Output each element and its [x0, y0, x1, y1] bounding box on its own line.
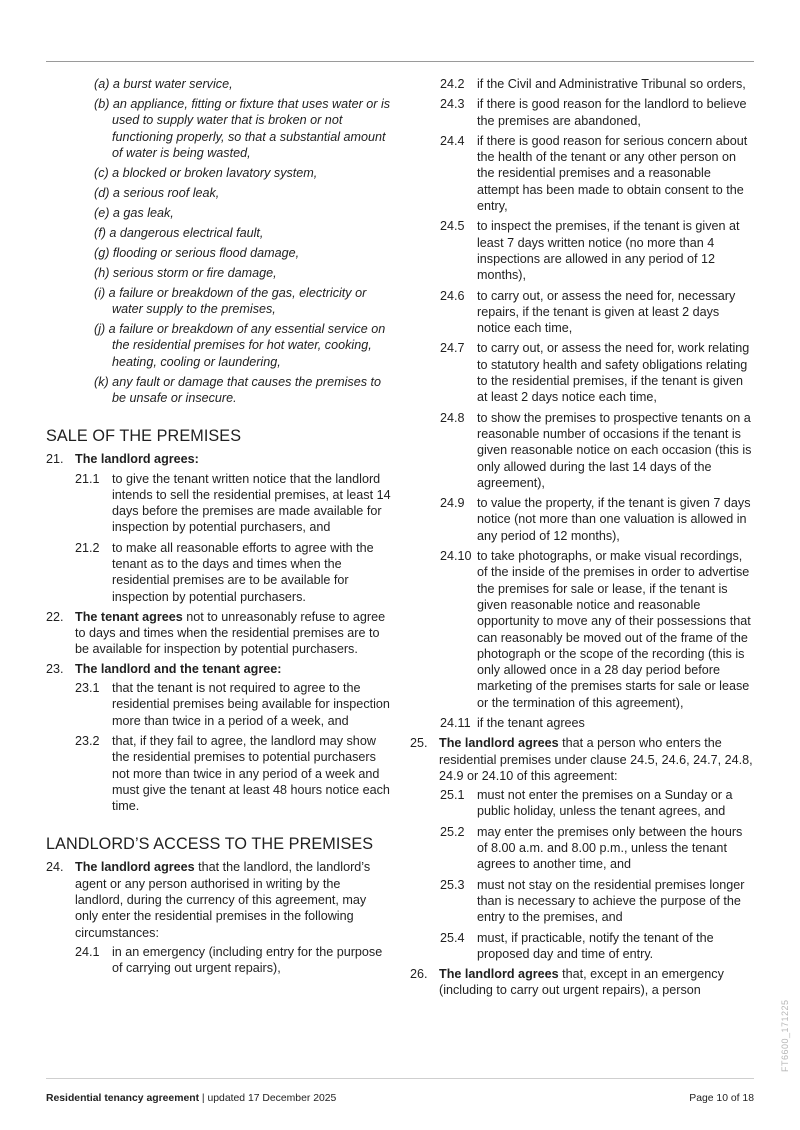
clause-number: 24.9 — [440, 496, 465, 511]
clause-number: 23.2 — [75, 733, 100, 748]
clause-24-3 — [440, 96, 756, 129]
clause-26 — [410, 966, 756, 999]
clause-lead: The landlord and the tenant agree: — [75, 661, 282, 676]
footer-updated: | updated 17 December 2025 — [199, 1093, 337, 1104]
clause-lead: The tenant agrees — [75, 609, 183, 624]
clause-number: 26. — [410, 967, 428, 982]
clause-text: in an emergency (including entry for the purpose of carrying out urgent repairs), — [112, 944, 383, 976]
list-item: (c) a blocked or broken lavatory system, — [94, 165, 318, 180]
clause-number: 21. — [46, 452, 64, 467]
clause-22 — [46, 609, 392, 658]
clause-text: may enter the premises only between the hours of 8.00 a.m. and 8.00 p.m., unless the tenant agrees to another time, and — [477, 824, 743, 872]
clause-text: not to unreasonably refuse to agree to days and times when the residential premises are to be available for inspection by potential purchasers. — [75, 609, 386, 657]
clause-number: 24.4 — [440, 133, 465, 148]
clause-24-11 — [440, 715, 756, 731]
clause-lead: The landlord agrees — [439, 967, 559, 982]
clause-25-1 — [440, 787, 756, 820]
clause-text: that the landlord, the landlord’s agent or any person authorised in writing by the landlord, during the currency of this agreement, may only enter the residential premises in the following circumstances: — [75, 860, 371, 940]
clause-number: 24. — [46, 860, 64, 875]
clause-text: to give the tenant written notice that the landlord intends to sell the residential premises, at least 14 days before the premises are made available for inspection by potential purchasers, and — [112, 471, 391, 535]
clause-lead: The landlord agrees: — [75, 452, 199, 467]
clause-text: to value the property, if the tenant is given 7 days notice (not more than one valuation is allowed in any period of 12 months), — [477, 496, 751, 543]
clause-text: if the Civil and Administrative Tribunal so orders, — [477, 77, 746, 91]
list-item: (a) a burst water service, — [94, 77, 233, 91]
clause-number: 23.1 — [75, 681, 100, 696]
clause-lead: The landlord agrees — [75, 860, 195, 875]
clause-text: that the tenant is not required to agree to the residential premises being available for inspection more than twice in a period of a week, and — [112, 681, 390, 728]
clause-21 — [46, 451, 392, 467]
clause-number: 24.3 — [440, 97, 465, 112]
list-item: (i) a failure or breakdown of the gas, electricity or water supply to the premises, — [94, 285, 367, 317]
footer-page-number: Page 10 of 18 — [689, 1093, 754, 1104]
clause-number: 25. — [410, 736, 428, 751]
clause-24-5 — [440, 218, 756, 283]
clause-text: must, if practicable, notify the tenant of the proposed day and time of entry. — [477, 930, 714, 961]
list-item: (g) flooding or serious flood damage, — [94, 245, 300, 260]
list-item: (h) serious storm or fire damage, — [94, 265, 277, 280]
clause-23-2 — [75, 733, 392, 814]
footer-rule — [46, 1078, 754, 1079]
clause-24-10 — [440, 548, 756, 711]
top-rule — [46, 61, 754, 62]
clause-25 — [410, 735, 756, 784]
clause-21-1 — [75, 471, 392, 536]
clause-23 — [46, 661, 392, 677]
clause-number: 24.5 — [440, 219, 465, 234]
clause-number: 24.11 — [440, 715, 471, 730]
clause-number: 24.1 — [75, 944, 100, 959]
clause-text: to inspect the premises, if the tenant is given at least 7 days written notice (no more than 4 inspections are allowed in any period of 12 months), — [477, 219, 740, 283]
footer-title: Residential tenancy agreement — [46, 1093, 200, 1104]
emergency-list — [46, 76, 392, 406]
clause-text: if the tenant agrees — [477, 715, 585, 730]
clause-25-3 — [440, 877, 756, 926]
list-item: (k) any fault or damage that causes the premises to be unsafe or insecure. — [94, 374, 381, 405]
clause-number: 24.2 — [440, 77, 465, 91]
clause-25-2 — [440, 824, 756, 873]
clause-25-4 — [440, 930, 756, 963]
clause-24 — [46, 859, 392, 940]
clause-number: 24.6 — [440, 288, 465, 303]
clause-23-1 — [75, 680, 392, 729]
clause-number: 24.8 — [440, 410, 465, 425]
footer-document-title — [46, 1092, 336, 1106]
clause-text: that, if they fail to agree, the landlord may show the residential premises to potential purchasers not more than twice in any period of a week and must give the tenant at least 48 hours notice each time. — [112, 733, 390, 814]
clause-text: that a person who enters the residential premises under clause 24.5, 24.6, 24.7, 24.8, 24.9 or 24.10 of this agreement: — [439, 736, 753, 783]
clause-text: must not enter the premises on a Sunday or a public holiday, unless the tenant agrees, and — [477, 788, 733, 819]
list-item: (f) a dangerous electrical fault, — [94, 225, 264, 240]
clause-text: that, except in an emergency (including to carry out urgent repairs), a person — [439, 967, 724, 998]
clause-number: 25.2 — [440, 824, 465, 839]
clause-text: to take photographs, or make visual recordings, of the inside of the premises in order to advertise the premises for sale or lease, if the tenant is given reasonable notice and reasonable opportunity to move any of their possessions that can reasonably be moved out of the frame of the photograph or the scope of the recording (this is only allowed once in a 28 day period before marketing of the premises starts for sale or lease or the termination of this agreement), — [477, 549, 751, 710]
clause-number: 25.4 — [440, 930, 465, 945]
clause-24-2 — [440, 76, 756, 92]
clause-number: 22. — [46, 609, 64, 624]
clause-text: to make all reasonable efforts to agree with the tenant as to the days and times when the residential premises are to be available for inspection by potential purchasers. — [112, 540, 374, 604]
left-column — [46, 76, 392, 981]
clause-text: to carry out, or assess the need for, work relating to statutory health and safety obligations relating to the residential premises, if the tenant is given at least 2 days notice each time, — [477, 341, 750, 405]
clause-21-2 — [75, 540, 392, 605]
clause-number: 21.2 — [75, 540, 100, 555]
clause-text: to carry out, or assess the need for, necessary repairs, if the tenant is given at least 2 days notice each time, — [477, 288, 736, 336]
clause-number: 24.7 — [440, 341, 465, 356]
clause-number: 25.1 — [440, 788, 465, 803]
clause-24-7 — [440, 340, 756, 405]
clause-24-9 — [440, 495, 756, 544]
right-column — [410, 76, 756, 1002]
clause-number: 24.10 — [440, 549, 472, 564]
clause-number: 25.3 — [440, 877, 465, 892]
list-item: (d) a serious roof leak, — [94, 185, 220, 200]
clause-text: must not stay on the residential premises longer than is necessary to achieve the purpose of the entry to the premises, and — [477, 877, 745, 925]
clause-24-4 — [440, 133, 756, 214]
list-item: (e) a gas leak, — [94, 205, 174, 220]
list-item: (b) an appliance, fitting or fixture that uses water or is used to supply water that is broken or not functioning properly, so that a substantial amount of water is being wasted, — [94, 96, 391, 160]
clause-24-1 — [75, 944, 392, 977]
list-item: (j) a failure or breakdown of any essential service on the residential premises for hot water, cooking, heating, cooling or laundering, — [94, 322, 386, 369]
clause-24-8 — [440, 410, 756, 491]
clause-text: to show the premises to prospective tenants on a reasonable number of occasions if the tenant is given reasonable notice on each occasion (this is only allowed during the last 14 days of the agreement), — [477, 410, 752, 490]
section-heading-access: LANDLORD’S ACCESS TO THE PREMISES — [46, 835, 374, 854]
document-code: FT6600_171225 — [780, 999, 790, 1072]
clause-24-6 — [440, 288, 756, 337]
clause-text: if there is good reason for the landlord to believe the premises are abandoned, — [477, 97, 747, 128]
clause-lead: The landlord agrees — [439, 736, 559, 751]
clause-number: 21.1 — [75, 471, 100, 486]
section-heading-sale: SALE OF THE PREMISES — [46, 427, 242, 446]
clause-text: if there is good reason for serious concern about the health of the tenant or any other person on the residential premises and a reasonable attempt has been made to obtain consent to the entry, — [477, 133, 748, 214]
clause-number: 23. — [46, 661, 64, 676]
